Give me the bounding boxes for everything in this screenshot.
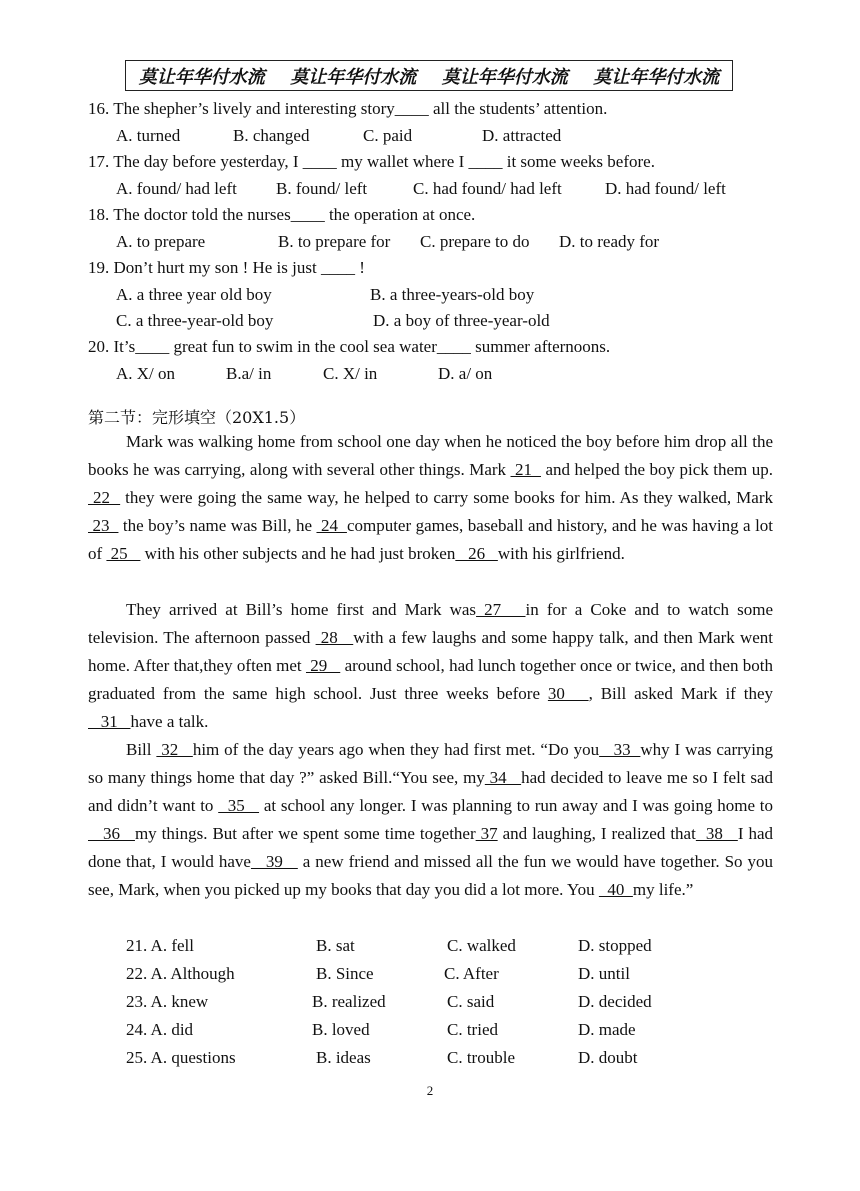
option: C. a three-year-old boy — [116, 311, 274, 330]
cloze-blank: 28 — [315, 628, 354, 647]
passage-text: with a few laughs and some happy talk, and then Mark went home. After that,they often met — [88, 628, 773, 675]
option: C. prepare to do — [420, 232, 530, 251]
page-number: 2 — [426, 1083, 434, 1098]
question-stem: 19. Don’t hurt my son ! He is just ____ ! — [88, 258, 365, 277]
option: 22. A. Although — [126, 964, 235, 983]
passage-text: and laughing, I realized that — [497, 824, 696, 843]
option: D. a/ on — [438, 364, 493, 383]
motto-text: 莫让年华付水流 — [593, 66, 720, 88]
option: D. made — [578, 1020, 636, 1039]
option: B.a/ in — [226, 364, 272, 383]
option: C. said — [447, 992, 495, 1011]
cloze-blank: 39 — [250, 852, 298, 871]
cloze-blank: 29 — [305, 656, 341, 675]
option: C. After — [444, 964, 499, 983]
option: C. paid — [363, 126, 413, 145]
cloze-blank: 37 — [475, 824, 498, 843]
passage-text: with his girlfriend. — [497, 544, 625, 563]
option: B. to prepare for — [278, 232, 391, 251]
passage-text: with his other subjects and he had just broken — [140, 544, 456, 563]
question-stem: 20. It’s____ great fun to swim in the cool sea water____ summer afternoons. — [88, 337, 611, 356]
paragraph-text — [88, 428, 773, 568]
option: B. realized — [312, 992, 386, 1011]
passage-text: why I was carrying so many things home that day ?” asked Bill.“You see, my — [88, 740, 774, 787]
option: 25. A. questions — [126, 1048, 236, 1067]
option: C. had found/ had left — [413, 179, 562, 198]
paragraph-text — [88, 736, 773, 904]
motto-text: 莫让年华付水流 — [441, 66, 568, 88]
passage-text: him of the day years ago when they had first met. “Do you — [192, 740, 600, 759]
option: D. decided — [578, 992, 652, 1011]
option: C. trouble — [447, 1048, 515, 1067]
cloze-blank: 36 — [88, 824, 135, 843]
cloze-blank: 21 — [510, 460, 541, 479]
question-stem: 17. The day before yesterday, I ____ my wallet where I ____ it some weeks before. — [88, 152, 655, 171]
option: A. found/ had left — [116, 179, 237, 198]
option: 21. A. fell — [126, 936, 194, 955]
motto-text: 莫让年华付水流 — [290, 66, 417, 88]
passage-text: and helped the boy pick them up. — [540, 460, 773, 479]
cloze-blank: 33 — [599, 740, 641, 759]
passage-text: had decided to leave me so I felt sad and didn’t want to — [88, 768, 773, 815]
option: 23. A. knew — [126, 992, 209, 1011]
cloze-blank: 27 — [476, 600, 526, 619]
option: B. a three-years-old boy — [370, 285, 535, 304]
option: D. stopped — [578, 936, 652, 955]
option: A. X/ on — [116, 364, 176, 383]
option: B. loved — [312, 1020, 370, 1039]
cloze-blank: 31 — [88, 712, 131, 731]
cloze-blank: 23 — [88, 516, 119, 535]
option: B. found/ left — [276, 179, 368, 198]
motto-text: 莫让年华付水流 — [138, 66, 265, 88]
passage-text: computer games, baseball and history, and he was having a lot of — [88, 516, 774, 563]
passage-paragraph — [88, 736, 773, 904]
option: B. Since — [316, 964, 374, 983]
question-stem: 18. The doctor told the nurses____ the operation at once. — [88, 205, 476, 224]
option: A. to prepare — [116, 232, 206, 251]
passage-text: around school, had lunch together once or twice, and then both graduated from the same high school. Just three weeks before — [88, 656, 773, 703]
passage-text: , Bill asked Mark if they — [588, 684, 773, 703]
option: 24. A. did — [126, 1020, 194, 1039]
option: A. turned — [116, 126, 181, 145]
passage-paragraph — [88, 596, 773, 736]
cloze-blank: 32 — [156, 740, 193, 759]
question-stem: 16. The shepher’s lively and interesting story____ all the students’ attention. — [88, 99, 608, 118]
option: B. ideas — [316, 1048, 371, 1067]
passage-text: Bill — [126, 740, 157, 759]
cloze-blank: 40 — [598, 880, 633, 899]
cloze-blank: 25 — [106, 544, 141, 563]
cloze-blank: 26 — [455, 544, 498, 563]
cloze-blank: 24 — [316, 516, 347, 535]
passage-paragraph — [88, 428, 773, 568]
option: C. tried — [447, 1020, 498, 1039]
option: C. X/ in — [323, 364, 378, 383]
option: C. walked — [447, 936, 516, 955]
option: D. attracted — [482, 126, 562, 145]
paragraph-text — [88, 596, 773, 736]
cloze-blank: 22 — [88, 488, 121, 507]
passage-text: they were going the same way, he helped to carry some books for him. As they walked, Mark — [120, 488, 774, 507]
passage-text: a new friend and missed all the fun we would have together. So you see, Mark, when you picked up my books that day you did a lot more. You — [88, 852, 774, 899]
option: B. changed — [233, 126, 310, 145]
passage-text: in for a Coke and to watch some television. The afternoon passed — [88, 600, 774, 647]
cloze-blank: 30 — [547, 684, 589, 703]
cloze-blank: 35 — [218, 796, 260, 815]
passage-text: I had done that, I would have — [88, 824, 774, 871]
motto-banner — [125, 60, 733, 91]
cloze-blank: 34 — [484, 768, 522, 787]
passage-text: at school any longer. I was planning to run away and I was going home to — [259, 796, 773, 815]
option: D. a boy of three-year-old — [373, 311, 550, 330]
option: D. doubt — [578, 1048, 638, 1067]
passage-text: my things. But after we spent some time together — [134, 824, 476, 843]
passage-text: have a talk. — [130, 712, 209, 731]
passage-text: the boy’s name was Bill, he — [118, 516, 317, 535]
section-title: 第二节：完形填空（20X1.5） — [88, 408, 306, 427]
option: D. until — [578, 964, 630, 983]
passage-text: my life.” — [632, 880, 694, 899]
option: B. sat — [316, 936, 355, 955]
cloze-blank: 38 — [695, 824, 738, 843]
passage-text: Mark was walking home from school one day when he noticed the boy before him drop all the books he was carrying, along with several other things. Mark — [88, 432, 773, 479]
option: A. a three year old boy — [116, 285, 272, 304]
option: D. to ready for — [559, 232, 660, 251]
option: D. had found/ left — [605, 179, 726, 198]
passage-text: They arrived at Bill’s home first and Mark was — [126, 600, 477, 619]
